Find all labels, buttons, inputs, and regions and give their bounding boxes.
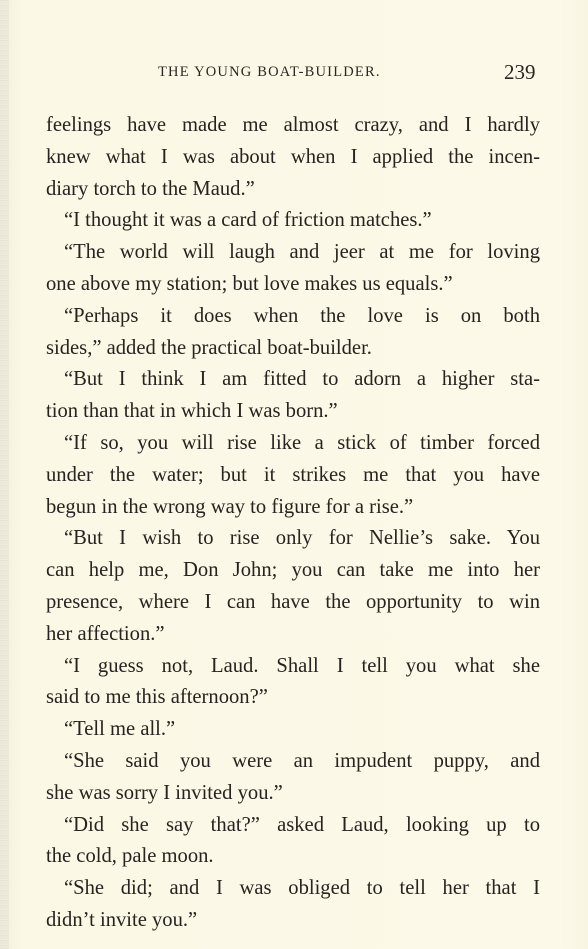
text-line: sides,” added the practical boat-builder. — [46, 336, 372, 359]
text-line: “Did she say that?” asked Laud, looking up to — [64, 813, 540, 836]
page-number: 239 — [504, 60, 536, 84]
text-line: presence, where I can have the opportunity to win — [46, 590, 540, 613]
text-line: tion than that in which I was born.” — [46, 400, 338, 423]
text-line: “Tell me all.” — [64, 718, 176, 741]
text-line: feelings have made me almost crazy, and I hardly — [46, 114, 540, 136]
text-line: “I thought it was a card of friction matches.” — [64, 209, 432, 232]
text-line: she was sorry I invited you.” — [46, 781, 283, 804]
page-edge-binding — [0, 0, 9, 949]
text-line: “But I wish to rise only for Nellie’s sake. You — [64, 527, 540, 550]
text-line: didn’t invite you.” — [46, 908, 198, 931]
text-line: under the water; but it strikes me that you have — [46, 463, 540, 486]
running-title: THE YOUNG BOAT-BUILDER. — [158, 64, 381, 80]
text-line: the cold, pale moon. — [46, 845, 214, 868]
body-text — [46, 110, 540, 937]
text-line: “I guess not, Laud. Shall I tell you what she — [64, 654, 540, 677]
text-line: “She did; and I was obliged to tell her that I — [64, 877, 540, 900]
text-line: said to me this afternoon?” — [46, 686, 268, 709]
text-line: one above my station; but love makes us equals.” — [46, 272, 453, 295]
text-line: diary torch to the Maud.” — [46, 177, 255, 200]
running-head — [0, 60, 588, 86]
text-line: can help me, Don John; you can take me into her — [46, 559, 540, 582]
text-line: “If so, you will rise like a stick of timber forced — [64, 431, 540, 454]
text-line: “But I think I am fitted to adorn a higher sta- — [64, 368, 540, 391]
text-line: “The world will laugh and jeer at me for loving — [64, 241, 540, 264]
text-line: begun in the wrong way to figure for a rise.” — [46, 495, 414, 518]
text-line: knew what I was about when I applied the incen- — [46, 145, 540, 168]
text-line: her affection.” — [46, 622, 165, 645]
text-line: “Perhaps it does when the love is on both — [64, 304, 540, 327]
text-line: “She said you were an impudent puppy, and — [64, 749, 540, 772]
